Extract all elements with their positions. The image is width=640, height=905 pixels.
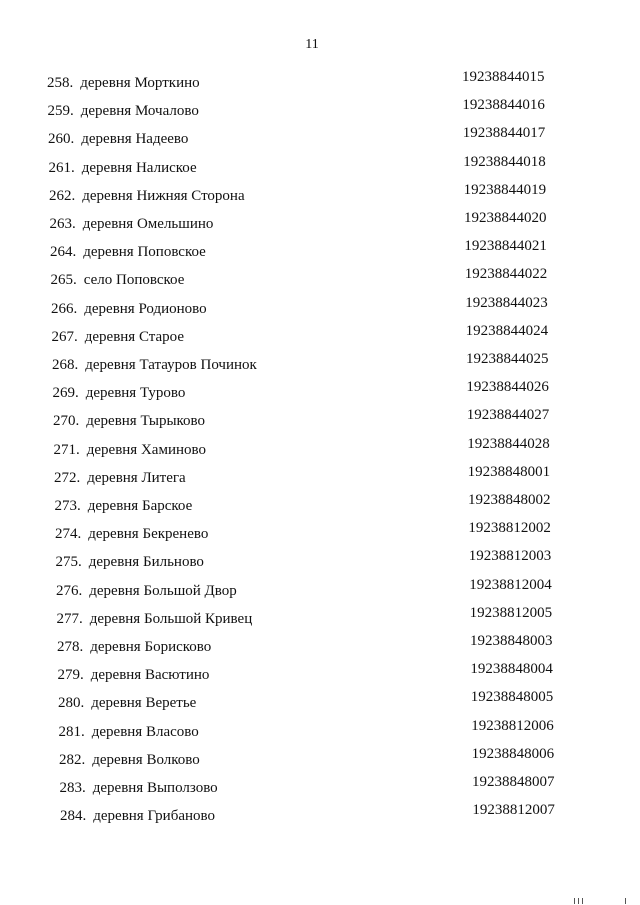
list-item [56, 553, 204, 571]
list-item [59, 723, 199, 741]
settlement-name: деревня Надеево [81, 131, 189, 148]
list-item [52, 328, 185, 346]
settlement-code: 19238812004 [469, 576, 552, 593]
item-number: 281. [58, 723, 85, 740]
item-number: 284. [60, 808, 87, 825]
item-number: 267. [51, 328, 78, 345]
item-number: 282. [59, 751, 86, 768]
settlement-name: деревня Налиское [81, 159, 197, 176]
settlement-name: деревня Васютино [90, 667, 210, 684]
list-item [50, 215, 214, 233]
settlement-name: деревня Большой Двор [89, 582, 237, 599]
settlement-name: деревня Бекренево [88, 526, 209, 543]
scan-mark [582, 898, 583, 904]
settlement-name: деревня Бильново [88, 554, 204, 571]
scan-mark [625, 898, 626, 904]
item-number: 261. [48, 159, 75, 176]
list-item [59, 751, 200, 769]
list-item [57, 610, 253, 628]
list-item [57, 638, 211, 656]
settlement-name: деревня Мочалово [80, 103, 199, 120]
settlement-name: деревня Нижняя Сторона [82, 187, 245, 204]
settlement-code: 19238844023 [465, 294, 548, 311]
settlement-code: 19238844018 [463, 153, 546, 170]
settlement-code: 19238844019 [463, 181, 547, 198]
item-number: 274. [55, 526, 82, 543]
settlement-name: деревня Морткино [80, 75, 200, 91]
settlement-name: село Поповское [83, 272, 185, 289]
settlement-code: 19238848001 [467, 463, 551, 480]
page-number: 11 [305, 37, 319, 52]
settlement-name: деревня Омельшино [82, 216, 214, 232]
scan-mark [574, 898, 575, 904]
settlement-code: 19238844015 [462, 69, 545, 85]
settlement-code: 19238812007 [472, 802, 555, 819]
settlement-name: деревня Тырыково [86, 413, 206, 430]
item-number: 264. [50, 244, 77, 261]
settlement-code: 19238848005 [470, 689, 554, 706]
settlement-name: деревня Волково [92, 751, 200, 768]
list-item [55, 525, 208, 543]
settlement-code: 19238844028 [467, 435, 550, 452]
item-number: 271. [53, 441, 80, 458]
list-item [60, 807, 215, 825]
settlement-name: деревня Большой Кривец [89, 610, 253, 627]
item-number: 272. [54, 469, 81, 486]
settlement-name: деревня Поповское [83, 244, 206, 261]
item-number: 273. [54, 498, 81, 514]
item-number: 258. [47, 75, 74, 91]
list-item [49, 159, 197, 177]
item-number: 269. [52, 385, 79, 402]
settlement-name: деревня Веретье [91, 695, 197, 712]
settlement-name: деревня Татауров Починок [85, 357, 257, 373]
list-item [54, 441, 206, 459]
list-item [52, 356, 257, 374]
settlement-code: 19238844027 [466, 407, 550, 424]
list-item [53, 384, 186, 402]
settlement-name: деревня Литега [87, 469, 186, 486]
settlement-name: деревня Хаминово [86, 441, 206, 458]
settlement-code: 19238844017 [462, 125, 546, 142]
list-item [54, 469, 186, 487]
item-number: 262. [49, 187, 76, 204]
settlement-name: деревня Борисково [90, 639, 212, 655]
settlement-code: 19238844020 [464, 210, 547, 226]
settlement-code: 19238844024 [465, 322, 549, 339]
list-item [48, 130, 188, 148]
settlement-code: 19238848003 [470, 633, 553, 649]
settlement-name: деревня Грибаново [93, 808, 216, 825]
item-number: 266. [51, 300, 78, 317]
item-number: 260. [48, 131, 75, 148]
settlement-name: деревня Барское [87, 498, 193, 514]
settlement-code: 19238844025 [466, 351, 549, 367]
settlement-code: 19238844021 [464, 238, 547, 255]
item-number: 265. [50, 272, 77, 289]
settlement-name: деревня Выползово [92, 780, 218, 796]
item-number: 283. [59, 780, 86, 796]
settlement-code: 19238812005 [469, 604, 553, 621]
list-item [53, 412, 205, 430]
list-item [51, 300, 207, 318]
settlement-code: 19238812006 [471, 717, 554, 734]
list-item [56, 582, 237, 600]
item-number: 276. [56, 582, 83, 599]
item-number: 279. [57, 667, 84, 684]
item-number: 280. [58, 695, 85, 712]
settlement-code: 19238812002 [468, 520, 551, 537]
list-item [51, 271, 185, 289]
settlement-name: деревня Власово [91, 723, 199, 740]
settlement-name: деревня Родионово [84, 300, 207, 317]
item-number: 259. [47, 103, 74, 120]
settlement-code: 19238812003 [468, 548, 552, 565]
list-item [47, 74, 200, 92]
settlement-code: 19238848004 [470, 661, 553, 678]
settlement-name: деревня Турово [85, 385, 186, 402]
list-item [60, 779, 218, 797]
settlement-name: деревня Старое [84, 328, 185, 345]
item-number: 277. [56, 610, 83, 627]
scan-mark [578, 898, 579, 904]
item-number: 263. [49, 216, 76, 232]
list-item [55, 497, 193, 515]
settlement-code: 19238848006 [471, 745, 555, 762]
list-item [58, 666, 210, 684]
settlement-code: 19238844026 [466, 379, 549, 396]
item-number: 270. [53, 413, 80, 430]
list-item [58, 694, 196, 712]
settlement-code: 19238844016 [462, 97, 545, 114]
item-number: 275. [55, 554, 82, 571]
list-item [50, 243, 206, 261]
item-number: 268. [52, 357, 79, 373]
list-item [48, 102, 199, 120]
settlement-code: 19238848007 [472, 774, 555, 790]
list-item [49, 187, 245, 205]
item-number: 278. [57, 639, 84, 655]
settlement-code: 19238844022 [464, 266, 548, 283]
settlement-code: 19238848002 [468, 492, 551, 508]
